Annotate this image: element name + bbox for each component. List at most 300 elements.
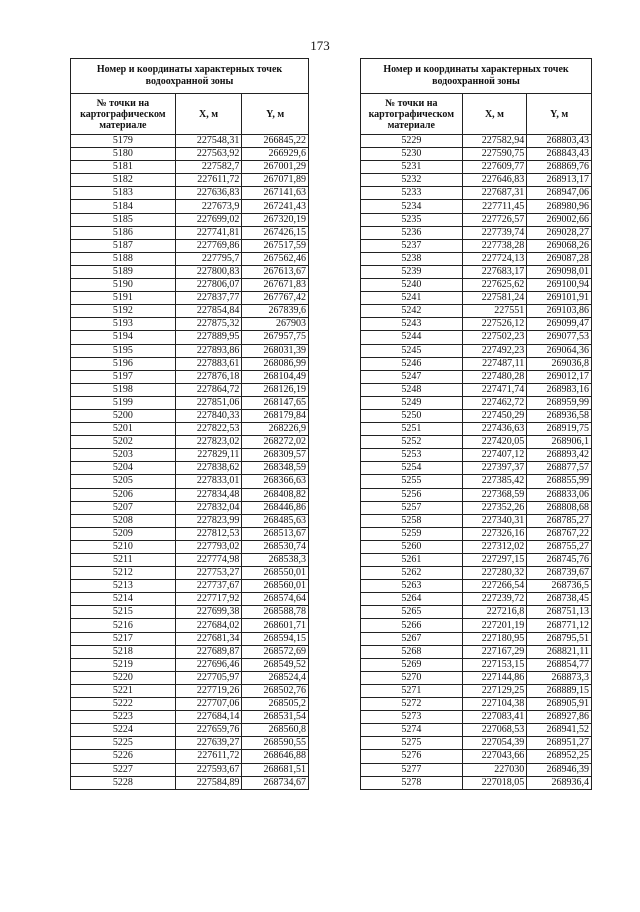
point-number-cell: 5257 (361, 501, 463, 514)
y-coordinate-cell: 268505,2 (242, 698, 309, 711)
x-coordinate-cell: 227684,02 (175, 619, 242, 632)
y-coordinate-cell: 268549,52 (242, 658, 309, 671)
table-row (361, 475, 592, 488)
point-number-cell: 5249 (361, 396, 463, 409)
point-number-cell: 5182 (71, 174, 176, 187)
y-coordinate-cell: 268086,99 (242, 357, 309, 370)
y-coordinate-cell: 267071,89 (242, 174, 309, 187)
x-coordinate-cell: 227829,11 (175, 449, 242, 462)
x-coordinate-cell: 227806,07 (175, 279, 242, 292)
point-number-cell: 5199 (71, 396, 176, 409)
x-coordinate-cell: 227769,86 (175, 239, 242, 252)
x-coordinate-cell: 227800,83 (175, 265, 242, 278)
table-row (361, 239, 592, 252)
table-row (361, 619, 592, 632)
table-row (361, 501, 592, 514)
y-coordinate-cell: 268936,4 (527, 776, 592, 789)
x-coordinate-cell: 227266,54 (462, 580, 527, 593)
x-coordinate-cell: 227462,72 (462, 396, 527, 409)
x-coordinate-cell: 227153,15 (462, 658, 527, 671)
y-coordinate-cell: 268821,11 (527, 645, 592, 658)
y-coordinate-cell: 268833,06 (527, 488, 592, 501)
x-coordinate-cell: 227551 (462, 305, 527, 318)
x-coordinate-cell: 227326,16 (462, 527, 527, 540)
x-coordinate-cell: 227837,77 (175, 292, 242, 305)
x-coordinate-cell: 227726,57 (462, 213, 527, 226)
x-coordinate-cell: 227739,74 (462, 226, 527, 239)
point-number-cell: 5190 (71, 279, 176, 292)
point-number-cell: 5264 (361, 593, 463, 606)
point-number-cell: 5189 (71, 265, 176, 278)
point-number-cell: 5263 (361, 580, 463, 593)
point-number-cell: 5183 (71, 187, 176, 200)
point-number-cell: 5197 (71, 370, 176, 383)
x-coordinate-cell: 227774,98 (175, 554, 242, 567)
table-row (71, 161, 309, 174)
point-number-cell: 5233 (361, 187, 463, 200)
x-coordinate-cell: 227397,37 (462, 462, 527, 475)
x-coordinate-cell: 227711,45 (462, 200, 527, 213)
point-number-cell: 5206 (71, 488, 176, 501)
x-coordinate-cell: 227340,31 (462, 514, 527, 527)
x-coordinate-cell: 227893,86 (175, 344, 242, 357)
x-coordinate-cell: 227216,8 (462, 606, 527, 619)
y-coordinate-cell: 268502,76 (242, 684, 309, 697)
x-coordinate-cell: 227180,95 (462, 632, 527, 645)
table-row (361, 344, 592, 357)
point-number-cell: 5276 (361, 750, 463, 763)
table-row (71, 606, 309, 619)
y-coordinate-cell: 268803,43 (527, 135, 592, 148)
table-row (71, 135, 309, 148)
x-coordinate-cell: 227683,17 (462, 265, 527, 278)
table-row (361, 187, 592, 200)
table-row (71, 436, 309, 449)
x-coordinate-cell: 227385,42 (462, 475, 527, 488)
point-number-cell: 5224 (71, 724, 176, 737)
y-coordinate-cell: 268889,15 (527, 684, 592, 697)
point-number-cell: 5238 (361, 252, 463, 265)
y-coordinate-cell: 268854,77 (527, 658, 592, 671)
y-coordinate-cell: 268485,63 (242, 514, 309, 527)
point-number-cell: 5272 (361, 698, 463, 711)
x-coordinate-cell: 227823,99 (175, 514, 242, 527)
x-coordinate-cell: 227054,39 (462, 737, 527, 750)
table-row (361, 265, 592, 278)
x-coordinate-cell: 227018,05 (462, 776, 527, 789)
table-title: Номер и координаты характерных точек водоохранной зоны (361, 59, 592, 94)
table-row (71, 174, 309, 187)
y-coordinate-cell: 268755,27 (527, 540, 592, 553)
y-coordinate-cell: 267957,75 (242, 331, 309, 344)
y-coordinate-cell: 268877,57 (527, 462, 592, 475)
y-coordinate-cell: 267517,59 (242, 239, 309, 252)
x-coordinate-cell: 227480,28 (462, 370, 527, 383)
x-coordinate-cell: 227851,06 (175, 396, 242, 409)
point-number-cell: 5188 (71, 252, 176, 265)
table-row (361, 606, 592, 619)
point-number-cell: 5261 (361, 554, 463, 567)
x-coordinate-cell: 227864,72 (175, 383, 242, 396)
x-coordinate-cell: 227795,7 (175, 252, 242, 265)
column-header-y: Y, м (527, 94, 592, 135)
y-coordinate-cell: 267001,29 (242, 161, 309, 174)
table-row (361, 370, 592, 383)
table-row (361, 449, 592, 462)
y-coordinate-cell: 269068,26 (527, 239, 592, 252)
point-number-cell: 5229 (361, 135, 463, 148)
column-header-x: X, м (462, 94, 527, 135)
column-header-y: Y, м (242, 94, 309, 135)
table-row (361, 527, 592, 540)
point-number-cell: 5241 (361, 292, 463, 305)
table-row (361, 409, 592, 422)
table-row (71, 698, 309, 711)
x-coordinate-cell: 227563,92 (175, 148, 242, 161)
y-coordinate-cell: 268572,69 (242, 645, 309, 658)
table-row (71, 724, 309, 737)
table-row (361, 593, 592, 606)
y-coordinate-cell: 268919,75 (527, 423, 592, 436)
x-coordinate-cell: 227737,67 (175, 580, 242, 593)
y-coordinate-cell: 268126,19 (242, 383, 309, 396)
x-coordinate-cell: 227659,76 (175, 724, 242, 737)
y-coordinate-cell: 267839,6 (242, 305, 309, 318)
y-coordinate-cell: 268795,51 (527, 632, 592, 645)
point-number-cell: 5256 (361, 488, 463, 501)
point-number-cell: 5228 (71, 776, 176, 789)
table-row (71, 226, 309, 239)
table-row (71, 318, 309, 331)
table-row (71, 252, 309, 265)
y-coordinate-cell: 269099,47 (527, 318, 592, 331)
x-coordinate-cell: 227584,89 (175, 776, 242, 789)
x-coordinate-cell: 227436,63 (462, 423, 527, 436)
x-coordinate-cell: 227636,83 (175, 187, 242, 200)
y-coordinate-cell: 268366,63 (242, 475, 309, 488)
point-number-cell: 5194 (71, 331, 176, 344)
x-coordinate-cell: 227593,67 (175, 763, 242, 776)
y-coordinate-cell: 268594,15 (242, 632, 309, 645)
point-number-cell: 5231 (361, 161, 463, 174)
y-coordinate-cell: 268905,91 (527, 698, 592, 711)
y-coordinate-cell: 268446,86 (242, 501, 309, 514)
y-coordinate-cell: 268408,82 (242, 488, 309, 501)
table-row (361, 396, 592, 409)
x-coordinate-cell: 227280,32 (462, 567, 527, 580)
table-title: Номер и координаты характерных точек водоохранной зоны (71, 59, 309, 94)
y-coordinate-cell: 268843,43 (527, 148, 592, 161)
point-number-cell: 5213 (71, 580, 176, 593)
x-coordinate-cell: 227492,23 (462, 344, 527, 357)
y-coordinate-cell: 268869,76 (527, 161, 592, 174)
y-coordinate-cell: 268681,51 (242, 763, 309, 776)
point-number-cell: 5211 (71, 554, 176, 567)
point-number-cell: 5232 (361, 174, 463, 187)
table-row (361, 148, 592, 161)
table-row (361, 174, 592, 187)
table-row (71, 305, 309, 318)
y-coordinate-cell: 269087,28 (527, 252, 592, 265)
table-row (361, 161, 592, 174)
x-coordinate-cell: 227030 (462, 763, 527, 776)
y-coordinate-cell: 268913,17 (527, 174, 592, 187)
table-row (361, 554, 592, 567)
point-number-cell: 5210 (71, 540, 176, 553)
point-number-cell: 5275 (361, 737, 463, 750)
column-header-x: X, м (175, 94, 242, 135)
x-coordinate-cell: 227581,24 (462, 292, 527, 305)
x-coordinate-cell: 227611,72 (175, 174, 242, 187)
point-number-cell: 5250 (361, 409, 463, 422)
x-coordinate-cell: 227854,84 (175, 305, 242, 318)
x-coordinate-cell: 227407,12 (462, 449, 527, 462)
y-coordinate-cell: 267562,46 (242, 252, 309, 265)
table-row (361, 488, 592, 501)
x-coordinate-cell: 227876,18 (175, 370, 242, 383)
x-coordinate-cell: 227696,46 (175, 658, 242, 671)
y-coordinate-cell: 268983,16 (527, 383, 592, 396)
point-number-cell: 5247 (361, 370, 463, 383)
table-row (361, 658, 592, 671)
x-coordinate-cell: 227724,13 (462, 252, 527, 265)
y-coordinate-cell: 268538,3 (242, 554, 309, 567)
column-header-point: № точки на картографическом материале (71, 94, 176, 135)
x-coordinate-cell: 227068,53 (462, 724, 527, 737)
table-row (71, 213, 309, 226)
x-coordinate-cell: 227368,59 (462, 488, 527, 501)
y-coordinate-cell: 268941,52 (527, 724, 592, 737)
table-row (71, 737, 309, 750)
x-coordinate-cell: 227689,87 (175, 645, 242, 658)
point-number-cell: 5268 (361, 645, 463, 658)
y-coordinate-cell: 267320,19 (242, 213, 309, 226)
point-number-cell: 5251 (361, 423, 463, 436)
point-number-cell: 5222 (71, 698, 176, 711)
x-coordinate-cell: 227699,02 (175, 213, 242, 226)
table-row (71, 383, 309, 396)
x-coordinate-cell: 227639,27 (175, 737, 242, 750)
table-row (361, 423, 592, 436)
x-coordinate-cell: 227681,34 (175, 632, 242, 645)
point-number-cell: 5181 (71, 161, 176, 174)
table-row (71, 567, 309, 580)
x-coordinate-cell: 227201,19 (462, 619, 527, 632)
point-number-cell: 5217 (71, 632, 176, 645)
point-number-cell: 5254 (361, 462, 463, 475)
x-coordinate-cell: 227548,31 (175, 135, 242, 148)
table-row (71, 344, 309, 357)
x-coordinate-cell: 227707,06 (175, 698, 242, 711)
y-coordinate-cell: 268936,58 (527, 409, 592, 422)
point-number-cell: 5212 (71, 567, 176, 580)
table-row (71, 632, 309, 645)
point-number-cell: 5244 (361, 331, 463, 344)
table-row (361, 711, 592, 724)
y-coordinate-cell: 268736,5 (527, 580, 592, 593)
point-number-cell: 5245 (361, 344, 463, 357)
table-row (71, 540, 309, 553)
table-row (71, 396, 309, 409)
table-row (361, 684, 592, 697)
y-coordinate-cell: 268550,01 (242, 567, 309, 580)
y-coordinate-cell: 269028,27 (527, 226, 592, 239)
point-number-cell: 5252 (361, 436, 463, 449)
point-number-cell: 5262 (361, 567, 463, 580)
y-coordinate-cell: 268590,55 (242, 737, 309, 750)
table-row (71, 750, 309, 763)
x-coordinate-cell: 227699,38 (175, 606, 242, 619)
x-coordinate-cell: 227875,32 (175, 318, 242, 331)
x-coordinate-cell: 227741,81 (175, 226, 242, 239)
y-coordinate-cell: 268560,8 (242, 724, 309, 737)
y-coordinate-cell: 269100,94 (527, 279, 592, 292)
table-row (361, 252, 592, 265)
x-coordinate-cell: 227625,62 (462, 279, 527, 292)
table-row (71, 279, 309, 292)
x-coordinate-cell: 227129,25 (462, 684, 527, 697)
table-row (71, 423, 309, 436)
point-number-cell: 5237 (361, 239, 463, 252)
x-coordinate-cell: 227822,53 (175, 423, 242, 436)
point-number-cell: 5243 (361, 318, 463, 331)
y-coordinate-cell: 269064,36 (527, 344, 592, 357)
point-number-cell: 5242 (361, 305, 463, 318)
table-row (71, 671, 309, 684)
table-row (361, 737, 592, 750)
y-coordinate-cell: 268767,22 (527, 527, 592, 540)
point-number-cell: 5219 (71, 658, 176, 671)
table-row (361, 226, 592, 239)
point-number-cell: 5235 (361, 213, 463, 226)
y-coordinate-cell: 268873,3 (527, 671, 592, 684)
point-number-cell: 5227 (71, 763, 176, 776)
point-number-cell: 5221 (71, 684, 176, 697)
table-row (361, 540, 592, 553)
y-coordinate-cell: 268785,27 (527, 514, 592, 527)
table-row (71, 462, 309, 475)
table-row (71, 292, 309, 305)
x-coordinate-cell: 227352,26 (462, 501, 527, 514)
point-number-cell: 5185 (71, 213, 176, 226)
y-coordinate-cell: 268513,67 (242, 527, 309, 540)
x-coordinate-cell: 227611,72 (175, 750, 242, 763)
y-coordinate-cell: 266929,6 (242, 148, 309, 161)
point-number-cell: 5216 (71, 619, 176, 632)
x-coordinate-cell: 227582,94 (462, 135, 527, 148)
point-number-cell: 5223 (71, 711, 176, 724)
y-coordinate-cell: 268751,13 (527, 606, 592, 619)
point-number-cell: 5248 (361, 383, 463, 396)
table-row (361, 462, 592, 475)
point-number-cell: 5277 (361, 763, 463, 776)
y-coordinate-cell: 268272,02 (242, 436, 309, 449)
x-coordinate-cell: 227297,15 (462, 554, 527, 567)
table-row (361, 514, 592, 527)
y-coordinate-cell: 268147,65 (242, 396, 309, 409)
table-row (361, 213, 592, 226)
table-row (71, 645, 309, 658)
x-coordinate-cell: 227834,48 (175, 488, 242, 501)
x-coordinate-cell: 227487,11 (462, 357, 527, 370)
table-row (361, 292, 592, 305)
point-number-cell: 5269 (361, 658, 463, 671)
y-coordinate-cell: 268601,71 (242, 619, 309, 632)
x-coordinate-cell: 227823,02 (175, 436, 242, 449)
table-row (71, 619, 309, 632)
y-coordinate-cell: 268734,67 (242, 776, 309, 789)
y-coordinate-cell: 268906,1 (527, 436, 592, 449)
x-coordinate-cell: 227144,86 (462, 671, 527, 684)
table-row (71, 580, 309, 593)
point-number-cell: 5259 (361, 527, 463, 540)
table-row (361, 279, 592, 292)
x-coordinate-cell: 227582,7 (175, 161, 242, 174)
point-number-cell: 5201 (71, 423, 176, 436)
table-row (71, 265, 309, 278)
table-row (361, 632, 592, 645)
point-number-cell: 5214 (71, 593, 176, 606)
x-coordinate-cell: 227738,28 (462, 239, 527, 252)
column-header-point: № точки на картографическом материале (361, 94, 463, 135)
table-row (71, 449, 309, 462)
table-row (361, 305, 592, 318)
table-row (361, 645, 592, 658)
y-coordinate-cell: 267613,67 (242, 265, 309, 278)
point-number-cell: 5267 (361, 632, 463, 645)
point-number-cell: 5218 (71, 645, 176, 658)
y-coordinate-cell: 268745,76 (527, 554, 592, 567)
x-coordinate-cell: 227450,29 (462, 409, 527, 422)
y-coordinate-cell: 267241,43 (242, 200, 309, 213)
y-coordinate-cell: 268893,42 (527, 449, 592, 462)
y-coordinate-cell: 269103,86 (527, 305, 592, 318)
y-coordinate-cell: 268574,64 (242, 593, 309, 606)
y-coordinate-cell: 268947,06 (527, 187, 592, 200)
table-row (361, 724, 592, 737)
x-coordinate-cell: 227717,92 (175, 593, 242, 606)
table-row (361, 776, 592, 789)
point-number-cell: 5270 (361, 671, 463, 684)
x-coordinate-cell: 227167,29 (462, 645, 527, 658)
table-row (71, 658, 309, 671)
point-number-cell: 5255 (361, 475, 463, 488)
y-coordinate-cell: 268959,99 (527, 396, 592, 409)
point-number-cell: 5230 (361, 148, 463, 161)
point-number-cell: 5200 (71, 409, 176, 422)
point-number-cell: 5265 (361, 606, 463, 619)
x-coordinate-cell: 227753,27 (175, 567, 242, 580)
y-coordinate-cell: 267767,42 (242, 292, 309, 305)
x-coordinate-cell: 227673,9 (175, 200, 242, 213)
x-coordinate-cell: 227239,72 (462, 593, 527, 606)
x-coordinate-cell: 227420,05 (462, 436, 527, 449)
table-row (71, 488, 309, 501)
x-coordinate-cell: 227838,62 (175, 462, 242, 475)
x-coordinate-cell: 227840,33 (175, 409, 242, 422)
y-coordinate-cell: 268588,78 (242, 606, 309, 619)
table-row (71, 501, 309, 514)
x-coordinate-cell: 227687,31 (462, 187, 527, 200)
point-number-cell: 5202 (71, 436, 176, 449)
point-number-cell: 5215 (71, 606, 176, 619)
point-number-cell: 5246 (361, 357, 463, 370)
y-coordinate-cell: 268855,99 (527, 475, 592, 488)
point-number-cell: 5193 (71, 318, 176, 331)
table-row (71, 554, 309, 567)
point-number-cell: 5196 (71, 357, 176, 370)
table-row (71, 684, 309, 697)
